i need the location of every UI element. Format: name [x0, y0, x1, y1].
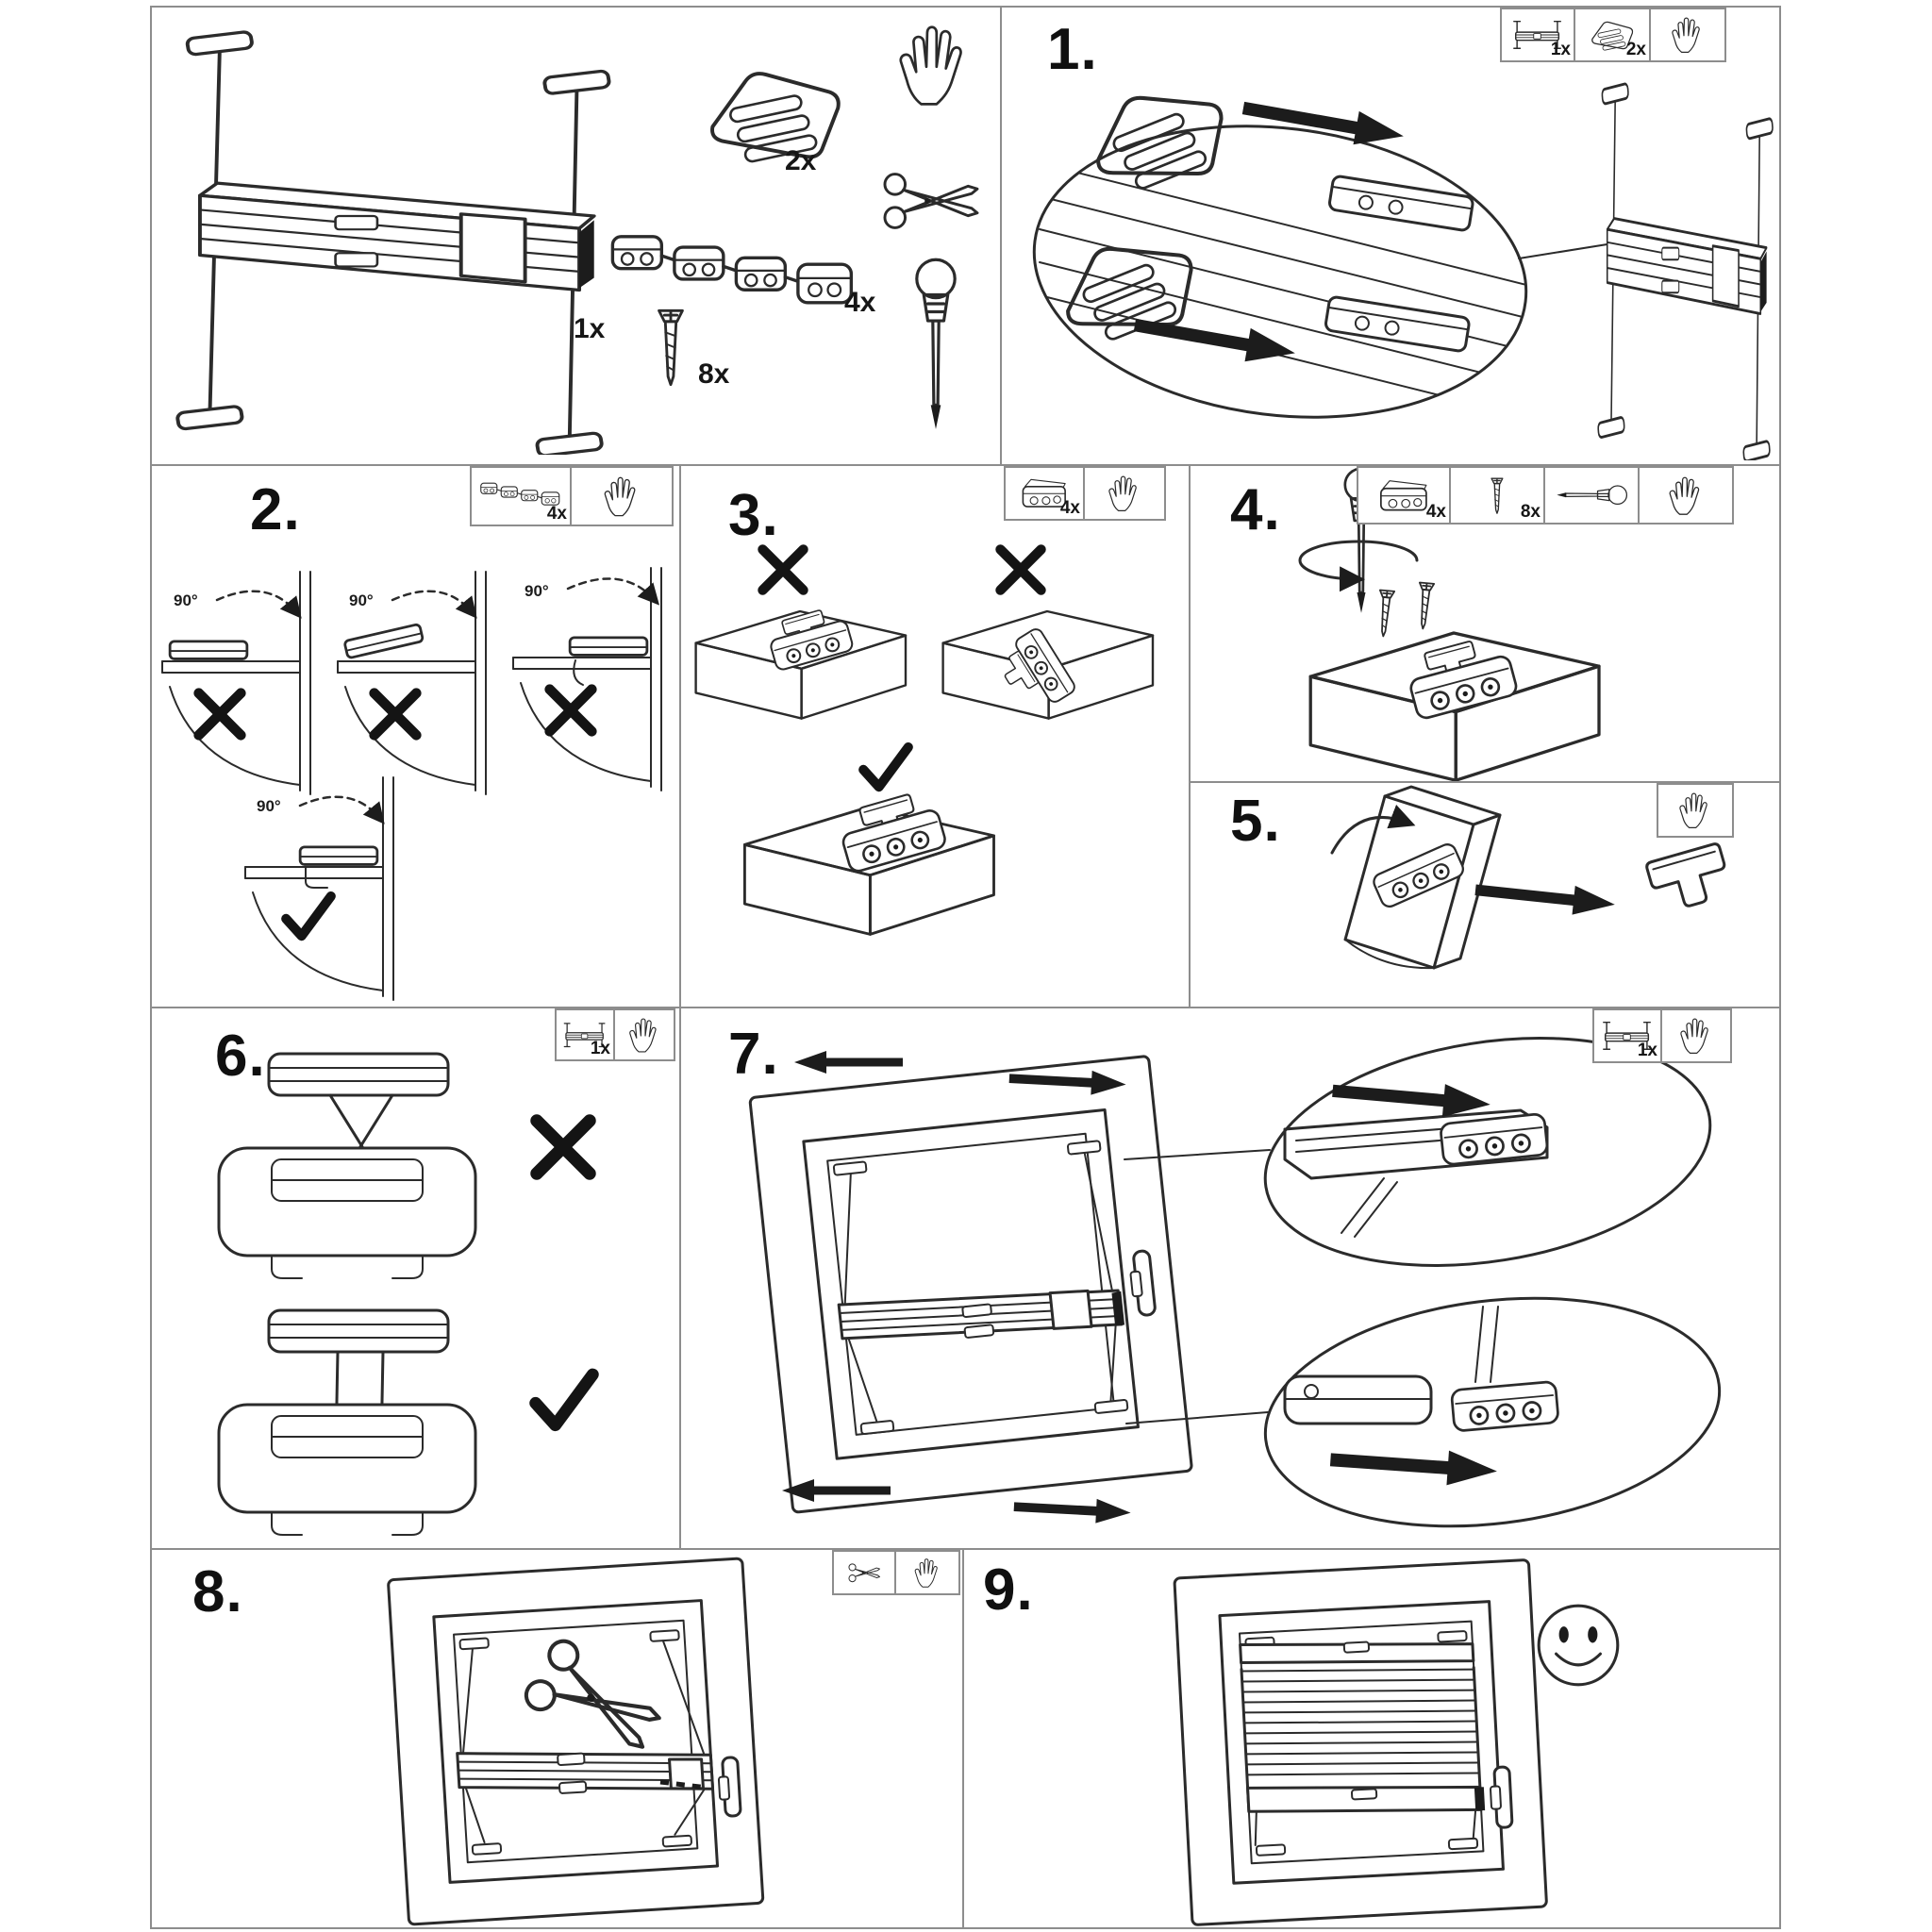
hand-icon — [912, 1557, 943, 1589]
toolbar-cell — [1662, 1008, 1732, 1063]
screwdriver-icon — [1554, 483, 1629, 507]
smiley-icon — [1539, 1606, 1618, 1685]
qty-label: 1x — [574, 313, 606, 344]
hand-icon — [1677, 1017, 1715, 1055]
step-number: 6. — [215, 1024, 266, 1089]
check-mark-icon — [536, 1374, 593, 1425]
step-4-panel — [1191, 466, 1779, 781]
step-1-diagram — [1002, 8, 1779, 464]
step-4-toolbar — [1357, 466, 1734, 525]
toolbar-cell — [1651, 8, 1726, 62]
hand-icon — [1106, 475, 1143, 512]
window-drawing — [750, 1056, 1192, 1512]
rail-connector — [1324, 296, 1470, 352]
step-2-panel — [151, 466, 679, 1007]
spread-arrow-right — [1008, 1066, 1126, 1096]
step-2-toolbar — [470, 466, 674, 526]
toolbar-cell — [1592, 1008, 1662, 1063]
cords-crossed-wrong — [219, 1054, 475, 1278]
cross-mark-icon — [537, 1121, 590, 1174]
step-8-toolbar — [832, 1550, 960, 1595]
toolbar-cell — [1575, 8, 1651, 62]
parts-overview-diagram — [151, 8, 1000, 464]
toolbar-cell — [470, 466, 572, 526]
step-8-diagram — [151, 1550, 962, 1927]
screw-drawing — [1416, 583, 1435, 630]
step-1-panel — [1002, 8, 1779, 464]
hand-icon — [901, 27, 961, 105]
step-7-diagram — [681, 1008, 1779, 1548]
angle-label: 90° — [257, 797, 281, 815]
qty-label: 8x — [1520, 502, 1541, 522]
step-number: 5. — [1230, 789, 1281, 854]
bracket-orientation-correct — [744, 794, 993, 935]
toolbar-cell — [1657, 783, 1734, 838]
step-7-panel — [681, 1008, 1779, 1548]
leader-line — [1126, 1412, 1268, 1424]
step-number: 9. — [983, 1557, 1034, 1623]
toolbar-cell — [615, 1008, 675, 1061]
blind-assembly-drawing — [1598, 83, 1774, 461]
step-6-diagram — [151, 1008, 679, 1548]
toolbar-cell — [1545, 466, 1640, 525]
leader-line — [1124, 1150, 1270, 1159]
toolbar-cell — [1500, 8, 1575, 62]
scissors-icon — [885, 175, 977, 228]
qty-label: 1x — [590, 1039, 610, 1058]
toolbar-cell — [1085, 466, 1166, 521]
window-drawing — [1174, 1559, 1547, 1924]
qty-label: 1x — [1637, 1041, 1657, 1060]
toolbar-cell — [555, 1008, 615, 1061]
placement-variant-wrong — [338, 572, 486, 794]
hand-icon — [1676, 791, 1714, 829]
scissors-icon — [847, 1557, 881, 1589]
qty-label: 4x — [1059, 498, 1080, 518]
screw-drawing — [659, 310, 683, 384]
placement-variant-wrong — [162, 572, 310, 794]
qty-label: 4x — [844, 287, 876, 318]
hand-icon — [1666, 475, 1707, 516]
toolbar-cell — [1004, 466, 1085, 521]
hand-icon — [626, 1017, 662, 1053]
check-mark-icon — [286, 896, 331, 936]
cross-mark-icon — [550, 690, 592, 732]
qty-label: 4x — [1425, 502, 1446, 522]
step-9-diagram — [964, 1550, 1779, 1927]
slide-arrow — [1329, 1442, 1498, 1489]
angle-label: 90° — [349, 591, 374, 609]
step-number: 8. — [192, 1559, 243, 1624]
step-3-toolbar — [1004, 466, 1166, 521]
qty-label: 1x — [1550, 40, 1571, 59]
step-2-diagram — [151, 466, 679, 1007]
cross-mark-icon — [199, 693, 242, 736]
angle-label: 90° — [174, 591, 198, 609]
parts-overview-panel — [151, 8, 1000, 464]
toolbar-cell — [572, 466, 674, 526]
step-number: 1. — [1047, 17, 1098, 82]
qty-label: 2x — [1625, 40, 1646, 59]
screw-drawing — [1376, 591, 1395, 638]
check-mark-icon — [863, 747, 908, 787]
cords-straight-correct — [219, 1310, 475, 1535]
toolbar-cell — [1451, 466, 1545, 525]
frame-corner-block — [1310, 633, 1599, 780]
slide-arrow — [1241, 92, 1407, 153]
step-5-panel — [1191, 783, 1779, 1007]
step-number: 7. — [728, 1022, 779, 1087]
remove-arrow — [1474, 875, 1616, 919]
step-9-panel — [964, 1550, 1779, 1927]
bracket-orientation-wrong — [696, 609, 906, 718]
step-5-toolbar — [1657, 783, 1734, 838]
leader-line — [1519, 243, 1613, 258]
grid-line — [1779, 6, 1781, 1929]
angle-label: 90° — [525, 582, 549, 600]
step-6-toolbar — [555, 1008, 675, 1061]
toolbar-cell — [1640, 466, 1734, 525]
window-drawing — [388, 1558, 763, 1924]
toolbar-cell — [832, 1550, 896, 1595]
bracket-strip-drawing — [612, 237, 851, 303]
toolbar-cell — [896, 1550, 960, 1595]
spread-arrow-right — [1013, 1494, 1131, 1524]
step-number: 2. — [250, 477, 301, 542]
pleated-blind-assembly-drawing — [176, 31, 609, 456]
placement-variant-correct — [245, 777, 393, 1000]
qty-label: 8x — [698, 358, 730, 390]
toolbar-cell — [1357, 466, 1451, 525]
step-number: 3. — [728, 483, 779, 548]
grid-line — [150, 1927, 1781, 1929]
bracket-icon — [1374, 475, 1434, 516]
slide-arrow — [1132, 308, 1298, 370]
tension-clamp-drawing — [712, 74, 839, 162]
step-6-panel — [151, 1008, 679, 1548]
cross-mark-icon — [762, 549, 803, 590]
step-8-panel — [151, 1550, 962, 1927]
cross-mark-icon — [375, 693, 417, 736]
detail-bottom-rail — [1252, 1274, 1732, 1548]
screw-icon — [1488, 475, 1507, 516]
step-3-panel — [681, 466, 1189, 1007]
step-7-toolbar — [1592, 1008, 1732, 1063]
bracket-orientation-wrong — [943, 611, 1153, 719]
detail-ellipse — [1017, 99, 1542, 444]
step-number: 4. — [1230, 477, 1281, 542]
spread-arrow-left — [794, 1051, 903, 1074]
cross-mark-icon — [1000, 549, 1041, 590]
qty-label: 2x — [785, 145, 817, 176]
hand-icon — [601, 475, 642, 517]
step-3-diagram — [681, 466, 1189, 1007]
cover-piece — [1645, 842, 1732, 914]
hand-icon — [1669, 16, 1707, 54]
step-1-toolbar — [1500, 8, 1726, 62]
placement-variant-wrong — [513, 568, 661, 791]
screwdriver-icon — [917, 259, 955, 429]
spread-arrow-left — [782, 1479, 891, 1502]
scissors-cutting — [521, 1636, 669, 1764]
qty-label: 4x — [546, 504, 567, 524]
clamp-sliding — [1089, 84, 1232, 196]
